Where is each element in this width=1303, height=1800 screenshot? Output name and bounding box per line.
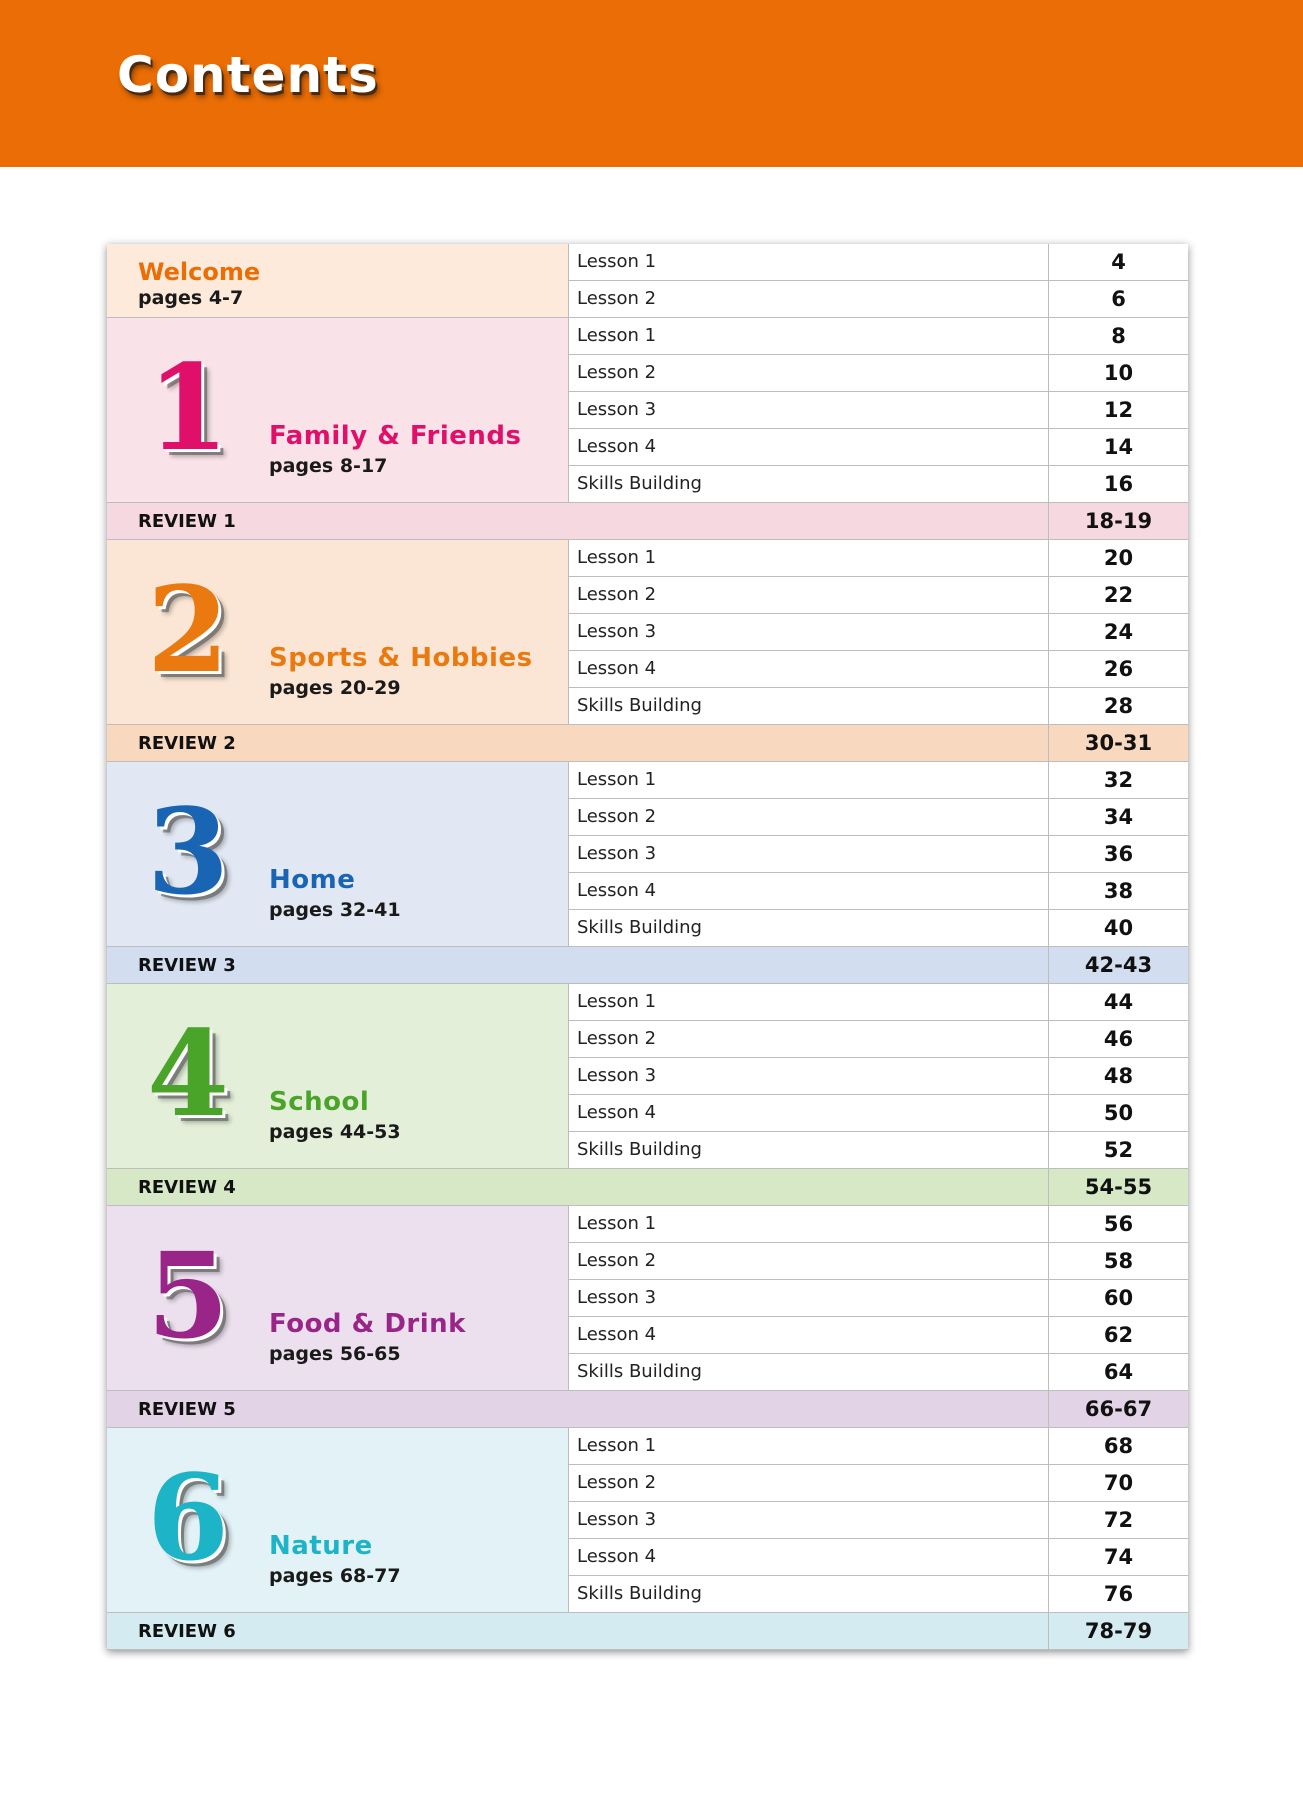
lesson-page-number: 74 — [1048, 1539, 1188, 1576]
lesson-label: Lesson 2 — [568, 799, 1048, 836]
unit-block-5 — [107, 1206, 568, 1391]
lesson-label: Lesson 4 — [568, 1317, 1048, 1354]
lesson-page-number: 50 — [1048, 1095, 1188, 1132]
review-label: REVIEW 3 — [138, 955, 236, 976]
lesson-page-number: 76 — [1048, 1576, 1188, 1613]
unit-block-6 — [107, 1428, 568, 1613]
unit-block-3 — [107, 762, 568, 947]
lesson-page-number: 6 — [1048, 281, 1188, 318]
welcome-title: Welcome — [138, 258, 261, 286]
lesson-label: Skills Building — [568, 1354, 1048, 1391]
lesson-page-number: 48 — [1048, 1058, 1188, 1095]
review-row-6 — [107, 1613, 1188, 1650]
lesson-label: Lesson 1 — [568, 984, 1048, 1021]
lesson-page-number: 32 — [1048, 762, 1188, 799]
review-label: REVIEW 1 — [138, 511, 236, 532]
lesson-label: Lesson 4 — [568, 429, 1048, 466]
review-label: REVIEW 5 — [138, 1399, 236, 1420]
lesson-label: Skills Building — [568, 466, 1048, 503]
review-row-4 — [107, 1169, 1188, 1206]
review-page-number: 18-19 — [1048, 503, 1188, 539]
lesson-page-number: 70 — [1048, 1465, 1188, 1502]
unit-pages: pages 44-53 — [269, 1120, 401, 1143]
unit-number: 6 — [147, 1447, 230, 1587]
review-page-number: 66-67 — [1048, 1391, 1188, 1427]
unit-pages: pages 20-29 — [269, 676, 401, 699]
lesson-label: Lesson 4 — [568, 1095, 1048, 1132]
unit-block-2 — [107, 540, 568, 725]
review-label: REVIEW 2 — [138, 733, 236, 754]
lesson-page-number: 36 — [1048, 836, 1188, 873]
review-label: REVIEW 4 — [138, 1177, 236, 1198]
lesson-label: Skills Building — [568, 1576, 1048, 1613]
unit-block-4 — [107, 984, 568, 1169]
unit-number: 1 — [147, 337, 230, 477]
lesson-page-number: 56 — [1048, 1206, 1188, 1243]
lesson-label: Skills Building — [568, 910, 1048, 947]
review-page-number: 30-31 — [1048, 725, 1188, 761]
unit-title: Sports & Hobbies — [269, 642, 533, 673]
review-row-3 — [107, 947, 1188, 984]
lesson-label: Skills Building — [568, 688, 1048, 725]
lesson-page-number: 58 — [1048, 1243, 1188, 1280]
unit-number: 4 — [147, 1003, 230, 1143]
review-label: REVIEW 6 — [138, 1621, 236, 1642]
unit-title: Family & Friends — [269, 420, 522, 451]
lesson-page-number: 8 — [1048, 318, 1188, 355]
lesson-page-number: 46 — [1048, 1021, 1188, 1058]
lesson-label: Lesson 4 — [568, 1539, 1048, 1576]
lesson-page-number: 4 — [1048, 244, 1188, 281]
lesson-label: Lesson 4 — [568, 873, 1048, 910]
lesson-label: Lesson 2 — [568, 355, 1048, 392]
lesson-label: Lesson 1 — [568, 244, 1048, 281]
unit-number: 2 — [147, 559, 230, 699]
header-banner — [0, 0, 1303, 167]
lesson-page-number: 20 — [1048, 540, 1188, 577]
lesson-page-number: 62 — [1048, 1317, 1188, 1354]
lesson-label: Lesson 2 — [568, 1021, 1048, 1058]
unit-pages: pages 68-77 — [269, 1564, 401, 1587]
review-page-number: 54-55 — [1048, 1169, 1188, 1205]
lesson-label: Lesson 3 — [568, 392, 1048, 429]
lesson-page-number: 14 — [1048, 429, 1188, 466]
page-title: Contents — [117, 46, 379, 104]
lesson-label: Lesson 2 — [568, 577, 1048, 614]
lesson-label: Lesson 3 — [568, 614, 1048, 651]
welcome-block — [107, 244, 568, 318]
unit-pages: pages 56-65 — [269, 1342, 401, 1365]
lesson-label: Lesson 2 — [568, 1243, 1048, 1280]
lesson-label: Lesson 1 — [568, 540, 1048, 577]
lesson-label: Lesson 3 — [568, 1502, 1048, 1539]
lesson-page-number: 24 — [1048, 614, 1188, 651]
lesson-label: Lesson 2 — [568, 1465, 1048, 1502]
lesson-label: Lesson 1 — [568, 1428, 1048, 1465]
lesson-page-number: 44 — [1048, 984, 1188, 1021]
lesson-label: Lesson 3 — [568, 1058, 1048, 1095]
lesson-page-number: 72 — [1048, 1502, 1188, 1539]
review-row-1 — [107, 503, 1188, 540]
lesson-page-number: 28 — [1048, 688, 1188, 725]
review-row-2 — [107, 725, 1188, 762]
lesson-page-number: 26 — [1048, 651, 1188, 688]
lesson-page-number: 68 — [1048, 1428, 1188, 1465]
unit-title: School — [269, 1086, 370, 1117]
lesson-label: Lesson 2 — [568, 281, 1048, 318]
lesson-label: Lesson 3 — [568, 836, 1048, 873]
lesson-page-number: 52 — [1048, 1132, 1188, 1169]
lesson-page-number: 10 — [1048, 355, 1188, 392]
lesson-page-number: 40 — [1048, 910, 1188, 947]
review-page-number: 42-43 — [1048, 947, 1188, 983]
lesson-label: Lesson 1 — [568, 1206, 1048, 1243]
lesson-label: Skills Building — [568, 1132, 1048, 1169]
unit-pages: pages 8-17 — [269, 454, 388, 477]
lesson-page-number: 60 — [1048, 1280, 1188, 1317]
unit-title: Nature — [269, 1530, 373, 1561]
contents-table — [107, 244, 1188, 1650]
lesson-page-number: 16 — [1048, 466, 1188, 503]
unit-title: Food & Drink — [269, 1308, 466, 1339]
unit-block-1 — [107, 318, 568, 503]
lesson-label: Lesson 1 — [568, 762, 1048, 799]
unit-title: Home — [269, 864, 356, 895]
unit-pages: pages 32-41 — [269, 898, 401, 921]
lesson-label: Lesson 3 — [568, 1280, 1048, 1317]
unit-number: 5 — [147, 1225, 230, 1365]
lesson-label: Lesson 1 — [568, 318, 1048, 355]
lesson-page-number: 64 — [1048, 1354, 1188, 1391]
review-row-5 — [107, 1391, 1188, 1428]
lesson-page-number: 22 — [1048, 577, 1188, 614]
lesson-page-number: 12 — [1048, 392, 1188, 429]
welcome-pages: pages 4-7 — [138, 287, 244, 309]
lesson-page-number: 34 — [1048, 799, 1188, 836]
lesson-label: Lesson 4 — [568, 651, 1048, 688]
unit-number: 3 — [147, 781, 230, 921]
review-page-number: 78-79 — [1048, 1613, 1188, 1649]
lesson-page-number: 38 — [1048, 873, 1188, 910]
